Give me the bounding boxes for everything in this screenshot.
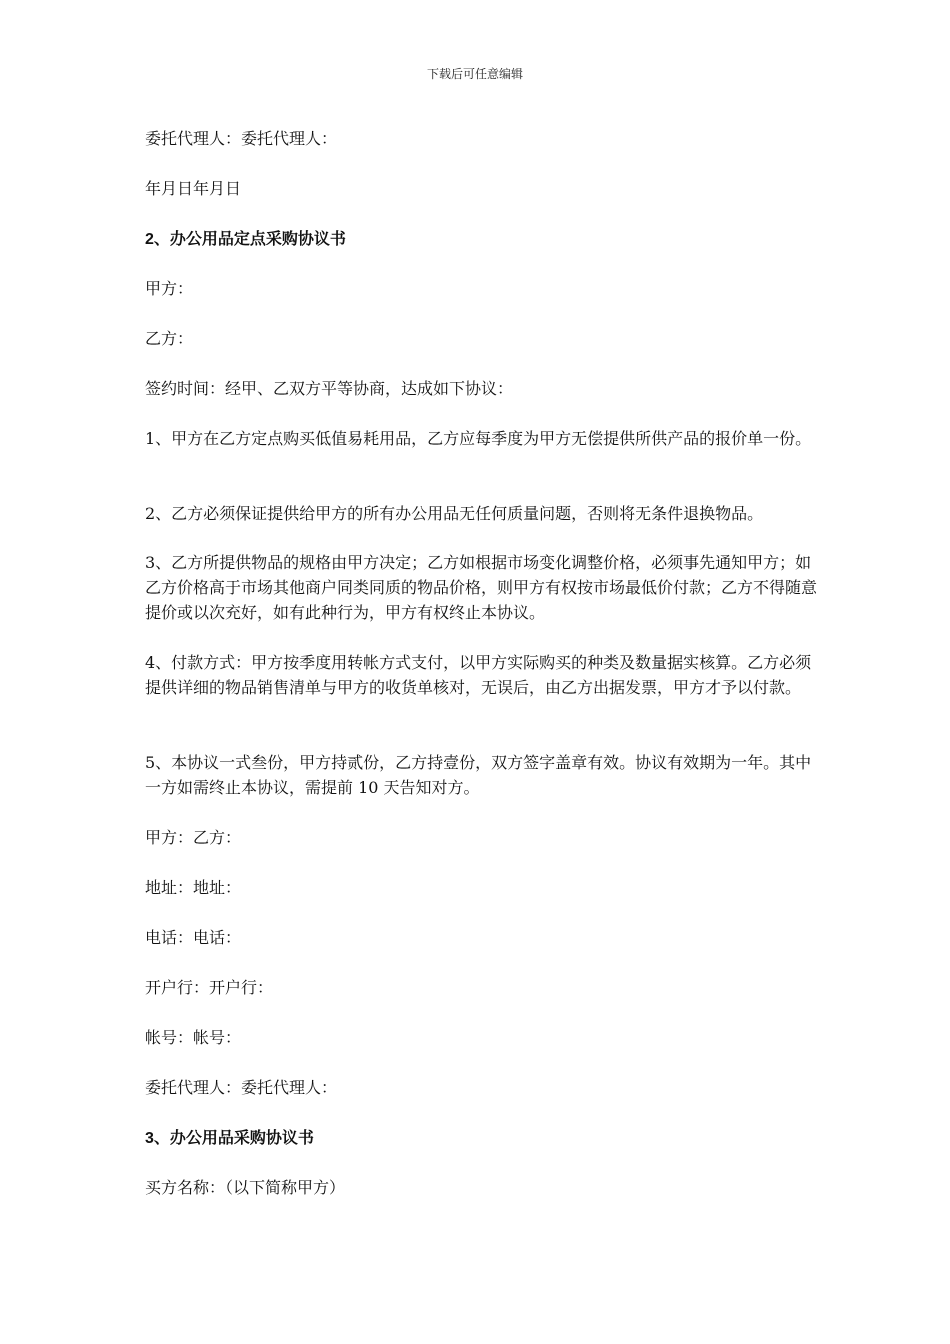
clause-4: 4、付款方式：甲方按季度用转帐方式支付，以甲方实际购买的种类及数量据实核算。乙方必须提供详细的物品销售清单与甲方的收货单核对，无误后，由乙方出据发票，甲方才予以付款。: [145, 653, 812, 697]
signature-phone: 电话：电话：: [145, 928, 242, 947]
section-number: 2: [145, 231, 154, 248]
party-b-line: 乙方：: [145, 329, 194, 348]
section-title: 、办公用品采购协议书: [153, 1128, 314, 1147]
clause-3: 3、乙方所提供物品的规格由甲方决定；乙方如根据市场变化调整价格，必须事先通知甲方；如乙方价格高于市场其他商户同类同质的物品价格，则甲方有权按市场最低价付款；乙方不得随意提价或以次充好，如有此种行为，甲方有权终止本协议。: [145, 553, 818, 622]
section-title: 、办公用品定点采购协议书: [153, 229, 346, 248]
signature-account: 帐号：帐号：: [145, 1028, 242, 1047]
party-a-line: 甲方：: [145, 279, 194, 298]
agent-line-top: 委托代理人：委托代理人：: [145, 129, 338, 148]
signature-agent: 委托代理人：委托代理人：: [145, 1078, 338, 1097]
signature-parties: 甲方：乙方：: [145, 828, 242, 847]
signing-time-line: 签约时间：经甲、乙双方平等协商，达成如下协议：: [145, 379, 514, 398]
signature-address: 地址：地址：: [145, 878, 242, 897]
section-heading-2: [145, 226, 825, 252]
section-number: 3: [145, 1130, 154, 1147]
page-header: 下载后可任意编辑: [426, 67, 523, 81]
date-line: 年月日年月日: [145, 179, 242, 198]
section-heading-3: [145, 1125, 825, 1151]
clause-5: 5、本协议一式叁份，甲方持贰份，乙方持壹份，双方签字盖章有效。协议有效期为一年。其中一方如需终止本协议，需提前 10 天告知对方。: [145, 753, 812, 797]
clause-1: 1、甲方在乙方定点购买低值易耗用品，乙方应每季度为甲方无偿提供所供产品的报价单一份。: [145, 429, 812, 448]
clause-2: 2、乙方必须保证提供给甲方的所有办公用品无任何质量问题，否则将无条件退换物品。: [145, 504, 764, 523]
signature-bank: 开户行：开户行：: [145, 978, 274, 997]
buyer-name-line: 买方名称：（以下简称甲方）: [145, 1178, 346, 1197]
